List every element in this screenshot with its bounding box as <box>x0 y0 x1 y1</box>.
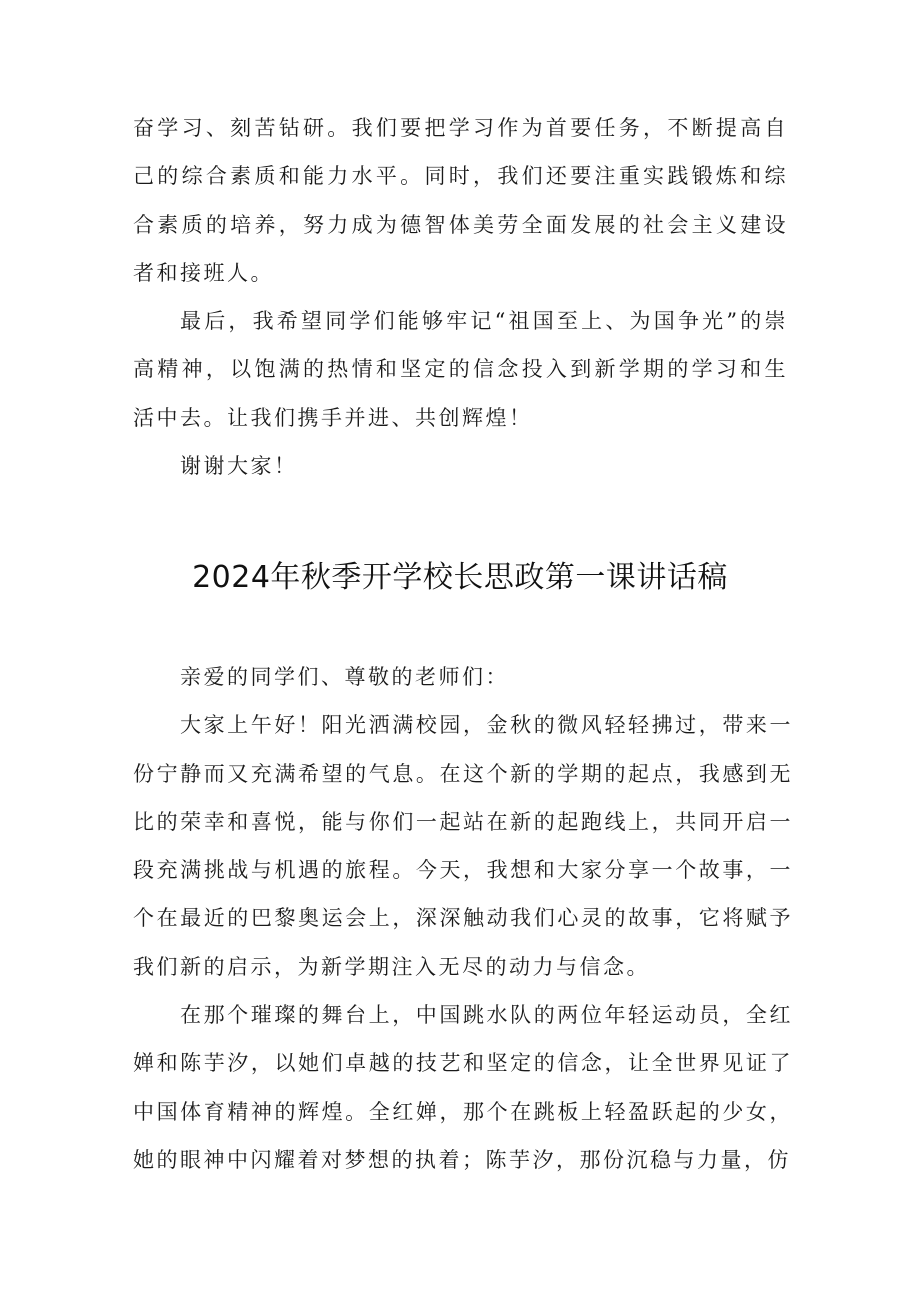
paragraph-closing-hope: 最后，我希望同学们能够牢记“祖国至上、为国争光”的崇高精神，以饱满的热情和坚定的信念投入到新学期的学习和生活中去。让我们携手并进、共创辉煌！ <box>133 309 788 430</box>
paragraph-study-continuation: 奋学习、刻苦钻研。我们要把学习作为首要任务，不断提高自己的综合素质和能力水平。同时，我们还要注重实践锻炼和综合素质的培养，努力成为德智体美劳全面发展的社会主义建设者和接班人。 <box>133 116 788 285</box>
speech-greeting: 亲爱的同学们、尊敬的老师们： <box>180 665 509 689</box>
speech-title: 2024年秋季开学校长思政第一课讲话稿 <box>192 560 728 595</box>
speech-body <box>133 653 793 1184</box>
paragraph-thanks: 谢谢大家！ <box>180 454 298 479</box>
paragraph-opening: 大家上午好！阳光洒满校园，金秋的微风轻轻拂过，带来一份宁静而又充满希望的气息。在这个新的学期的起点，我感到无比的荣幸和喜悦，能与你们一起站在新的起跑线上，共同开启一段充满挑战与机遇的旅程。今天，我想和大家分享一个故事，一个在最近的巴黎奥运会上，深深触动我们心灵的故事，它将赋予我们新的启示，为新学期注入无尽的动力与信念。 <box>133 713 793 979</box>
previous-speech-ending <box>133 104 788 490</box>
paragraph-diving-story: 在那个璀璨的舞台上，中国跳水队的两位年轻运动员，全红婵和陈芋汐，以她们卓越的技艺和坚定的信念，让全世界见证了中国体育精神的辉煌。全红婵，那个在跳板上轻盈跃起的少女，她的眼神中闪耀着对梦想的执着；陈芋汐，那份沉稳与力量，仿 <box>133 1003 793 1172</box>
